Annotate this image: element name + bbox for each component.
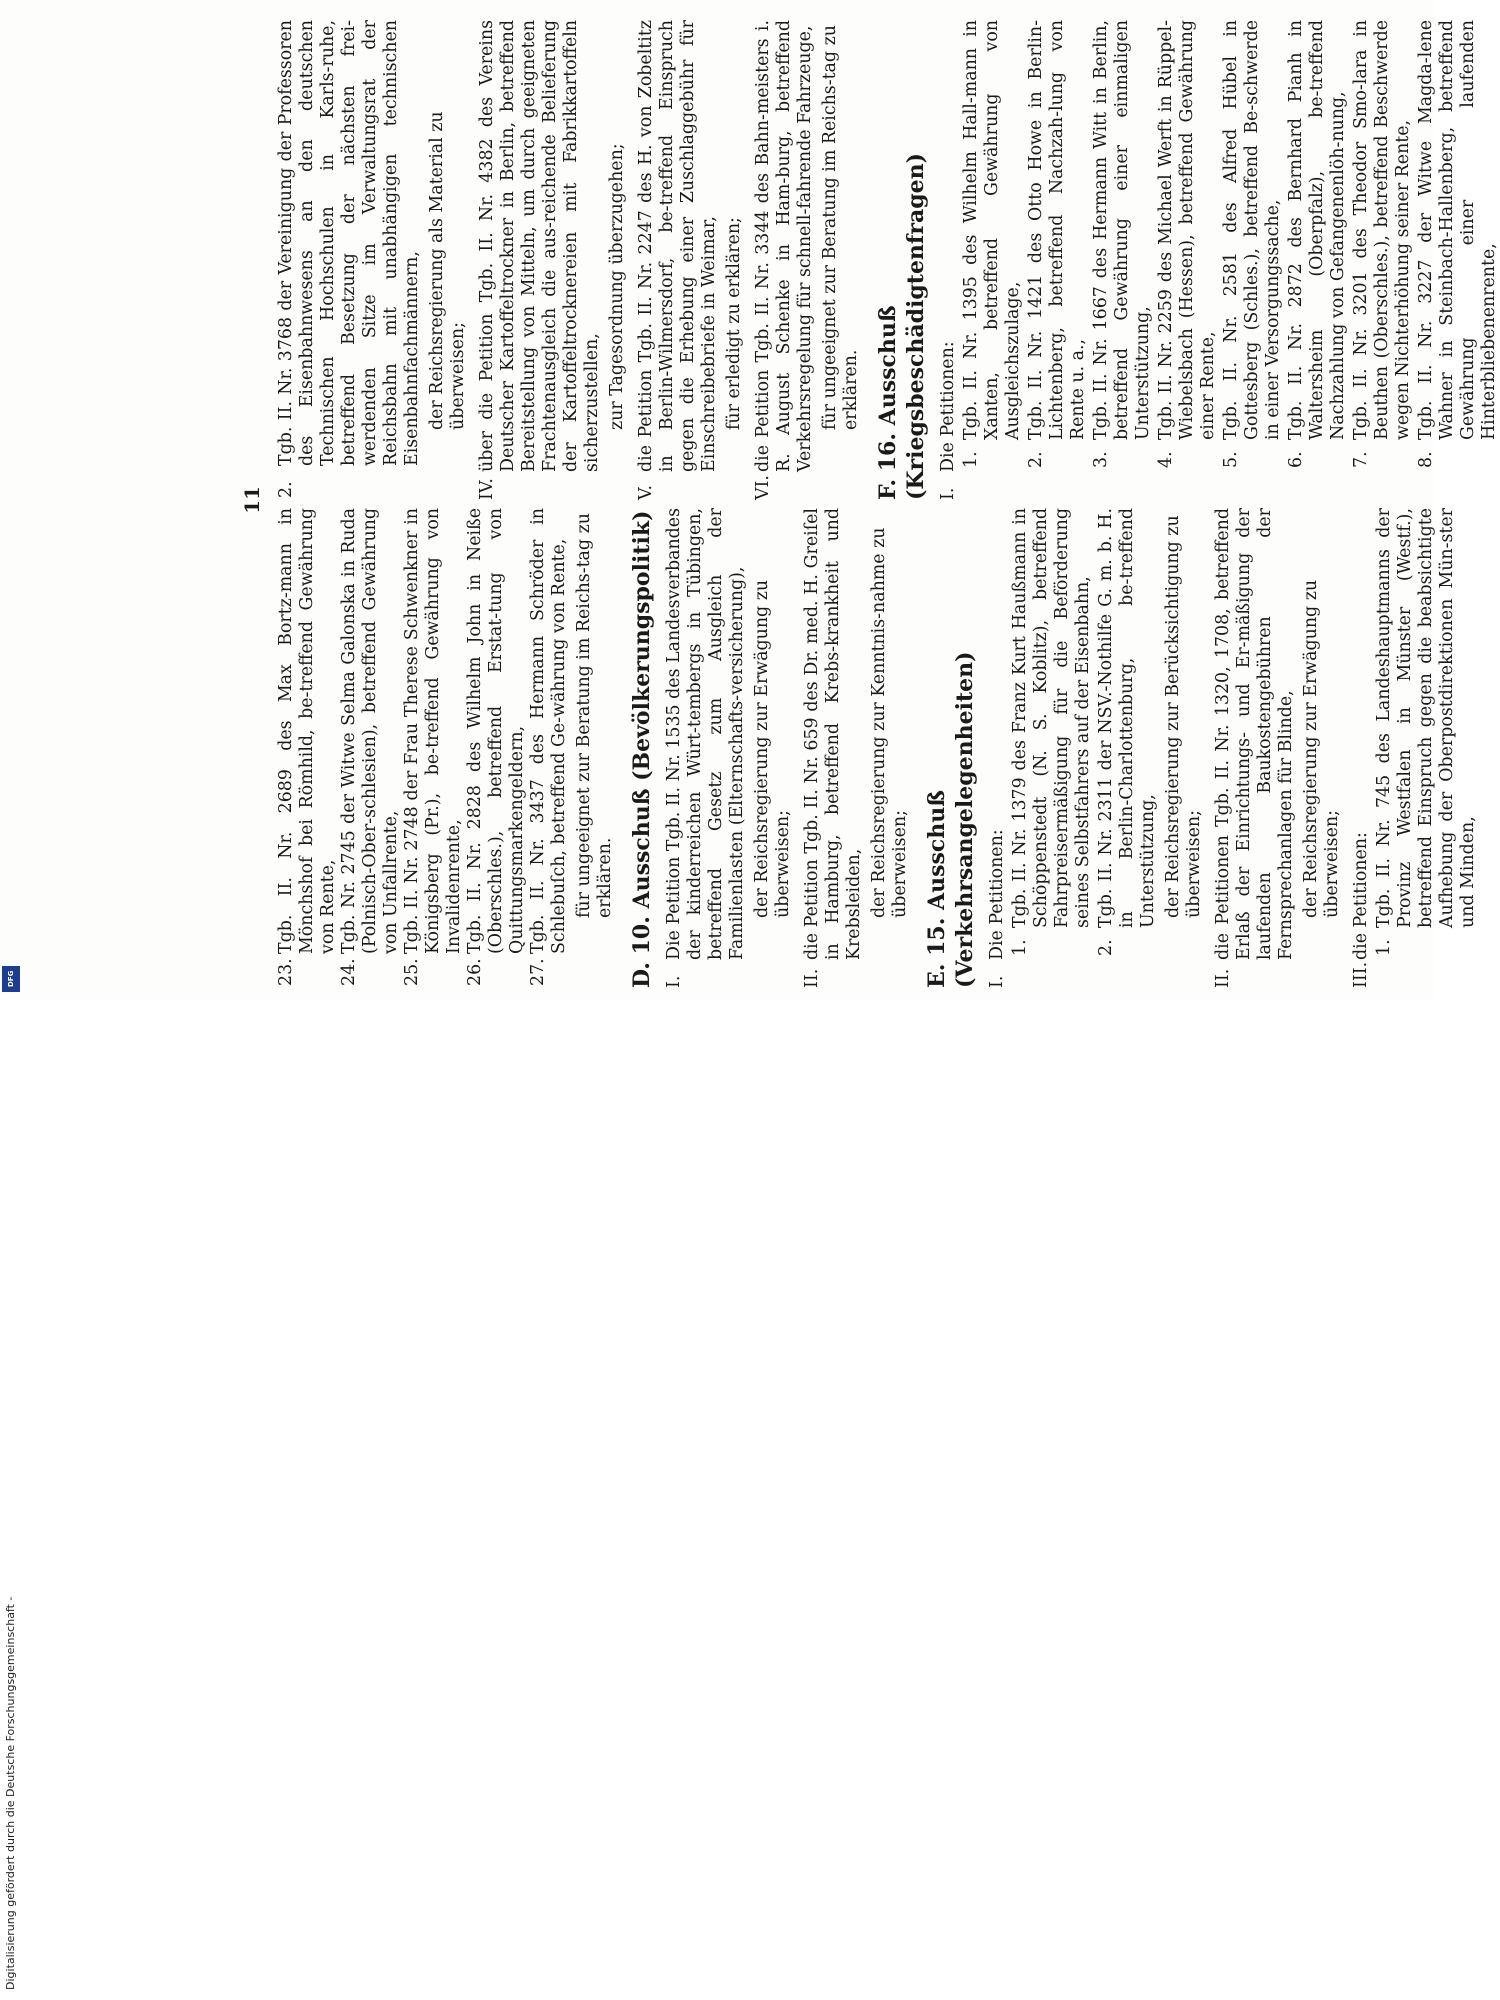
petition-item: I. Die Petition Tgb. II. Nr. 1535 des Landesverbandes der kinderreichen Würt-tembergs in Tübingen, betreffend Gesetz zum Ausgleich der Familienlasten (Elternschafts-versicherung),	[664, 508, 747, 988]
petition-item	[465, 508, 528, 988]
item-text: Tgb. II. Nr. 1395 des Wilhelm Hall-mann in Xanten, betreffend Gewährung von Ausgleichszulage,	[961, 20, 1023, 440]
petition-item	[528, 508, 570, 988]
item-text: Tgb. II. Nr. 3768 der Vereinigung der Professoren des Eisenbahnwesens an den deutschen Technischen Hochschulen in Karls-ruhe, betreffend Besetzung der nächsten frei-werdenden Sitze im Verwaltungsrat der Reichsbahn mit unabhängigen technischen Eisenbahnfachmännern,	[276, 20, 422, 466]
rotated-document-page	[240, 0, 1499, 1000]
petition-item: 2. Tgb. II. Nr. 2311 der NSV.-Nothilfe G. m. b. H. in Berlin-Charlottenburg, be-treffend Unterstützung,	[1096, 508, 1158, 956]
petition-item: V. die Petition Tgb. II. Nr. 2247 des H. von Zobeltitz in Berlin-Wilmersdorf, be-treffend Einspruch gegen die Erhebung einer Zuschlaggebühr für Einschreibebriefe in Weimar,	[636, 20, 719, 500]
petition-item	[1286, 20, 1349, 474]
item-text: Tgb. II. Nr. 1421 des Otto Howe in Berlin-Lichtenberg, betreffend Nachzah-lung von Rente u. a.,	[1026, 20, 1088, 440]
decision-text: der Reichsregierung zur Erwägung zu überweisen;	[752, 579, 793, 918]
decision-text: der Reichsregierung zur Erwägung zu überweisen;	[1301, 579, 1342, 918]
item-number: 2.	[1026, 451, 1046, 468]
item-text: Tgb. II. Nr. 3437 des Hermann Schröder in Schlebuſch, betreffend Ge-währung von Rente,	[528, 508, 569, 954]
petition-item	[1416, 20, 1500, 474]
petition-intro: III. die Petitionen:	[1351, 832, 1371, 988]
roman-numeral: VI.	[753, 475, 773, 500]
item-number: 24.	[339, 958, 359, 986]
item-number: 7.	[1351, 451, 1371, 468]
petition-item	[402, 508, 465, 988]
item-text: Tgb. II. Nr. 3201 des Theodor Smo-lara in Beuthen (Oberschles.), betreffend Beschwerde wegen Nichterhöhung seiner Rente,	[1351, 20, 1413, 440]
petition-item	[276, 20, 423, 500]
item-number: 4.	[1156, 451, 1176, 468]
page-number: 11	[240, 486, 264, 514]
petition-item: VI. die Petition Tgb. II. Nr. 3344 des Bahn-meisters i. R. August Schenke in Ham-burg, betreffend Verkehrsregelung für schnell-fahrende Fahrzeuge,	[753, 20, 815, 500]
roman-numeral: III.	[1351, 961, 1371, 988]
item-number: 3.	[1091, 451, 1111, 468]
petition-item	[1091, 20, 1154, 474]
petition-intro: I. Die Petitionen:	[938, 341, 958, 500]
petition-list-f16	[961, 20, 1500, 500]
petition-item: IV. über die Petition Tgb. II. Nr. 4382 des Vereins Deutscher Kartoffeltrockner in Berlin, betreffend Bereitstellung von Mitteln, um durch geeigneten Frachtenausgleich die aus-reichende Belieferung der Kartoffeltrocknereien mit Fabrikkartoffeln sicherzustellen,	[477, 20, 602, 500]
entry-list-top-left	[276, 508, 570, 988]
item-number: 27.	[528, 958, 548, 986]
item-text: Tgb. II. Nr. 2259 des Michael Werft in Rüppel-Wiebelsbach (Hessen), betreffend Gewährung einer Rente,	[1156, 20, 1218, 440]
decision-text: der Reichsregierung zur Berücksichtigung zu überweisen;	[1163, 515, 1204, 918]
petition-item	[1351, 20, 1414, 474]
item-text: Tgb. II. Nr. 2689 des Max Bortz-mann in Mönchshof bei Römhild, be-treffend Gewährung von Rente,	[276, 508, 338, 954]
item-number: 8.	[1416, 451, 1436, 468]
petition-intro: I. Die Petitionen:	[987, 829, 1007, 988]
item-number: 23.	[276, 958, 296, 986]
decision-text: der Reichsregierung zur Kenntnis-nahme zu überweisen;	[869, 527, 910, 918]
roman-numeral: I.	[664, 975, 684, 988]
item-number: 25.	[402, 958, 422, 986]
petition-item	[339, 508, 402, 988]
item-number: 6.	[1286, 451, 1306, 468]
petition-item	[1156, 20, 1219, 474]
decision-text: für erledigt zu erklären;	[724, 217, 744, 430]
item-text: Tgb. II. Nr. 2748 der Frau Therese Schwenkner in Königsberg (Pr.), be-treffend Gewährung von Invalidenrente,	[402, 508, 464, 954]
section-heading-d10: D. 10. Ausschuß (Bevölkerungspolitik)	[629, 510, 655, 988]
decision-text: der Reichsregierung als Material zu überweisen;	[427, 111, 468, 430]
item-text: Tgb. II. Nr. 3227 der Witwe Magda-lene Wahner in Steinbach-Hallenberg, betreffend Gewährung einer laufenden Hinterbliebenenrente,	[1416, 20, 1499, 440]
decision-text: für ungeeignet zur Beratung im Reichs-tag zu erklären.	[574, 513, 615, 918]
petition-item	[276, 508, 339, 988]
petition-item	[1221, 20, 1284, 474]
petition-item: II. die Petitionen Tgb. II. Nr. 1320, 1708, betreffend Erlaß der Einrichtungs- und Er-mäßigung der laufenden Baukostengebühren der Fernsprechanlagen für Blinde,	[1213, 508, 1296, 988]
petition-item	[1026, 20, 1089, 474]
roman-numeral: IV.	[477, 478, 497, 500]
dfg-credit-text: Digitalisierung gefördert durch die Deutsche Forschungsgemeinschaft -	[4, 1596, 17, 1990]
item-number: 1.	[961, 451, 981, 468]
item-text: Tgb. II. Nr. 1667 des Hermann Witt in Berlin, betreffend Gewährung einer einmaligen Unterstützung,	[1091, 20, 1153, 440]
section-heading-f16: F. 16. Ausschuß (Kriegsbeschädigtenfragen)	[875, 152, 929, 500]
item-text: Tgb. II. Nr. 2828 des Wilhelm John in Neiße (Oberschles.), betreffend Erstat-tung von Quittungsmarkengeldern,	[465, 508, 527, 954]
petition-item: 1. Tgb. II. Nr. 745 des Landeshauptmanns der Provinz Westfalen in Münster (Westf.), betreffend Einspruch gegen die beabsichtigte Aufhebung der Oberpostdirektionen Mün-ster und Minden,	[1374, 508, 1478, 956]
item-text: Tgb. II. Nr. 2872 des Bernhard Pianh in Waltersheim (Oberpfalz), be-treffend Nachzahlung von Gefangenenlöh-nung,	[1286, 20, 1348, 440]
entry-list-top-right	[276, 20, 423, 500]
petition-item: 1. Tgb. II. Nr. 1379 des Franz Kurt Haußmann in Schöppenstedt (N. S. Koblitz), betreffend Fahrpreisermäßigung für die Beförderung seines Selbstfahrers auf der Eisenbahn,	[1010, 508, 1093, 956]
item-text: Tgb. Nr. 2745 der Witwe Selma Galonska in Ruda (Polnisch-Ober-schlesien), betreffend Gewährung von Unfallrente,	[339, 508, 401, 954]
roman-numeral: II.	[1213, 968, 1233, 988]
roman-numeral: I.	[938, 487, 958, 500]
decision-text: für ungeeignet zur Beratung im Reichs-tag zu erklären.	[820, 25, 861, 430]
roman-numeral: II.	[802, 968, 822, 988]
petition-item: II. die Petition Tgb. II. Nr. 659 des Dr. med. H. Greiſel in Hamburg, betreffend Krebs-krankheit und Krebsleiden,	[802, 508, 864, 988]
footer-credit	[0, 1000, 24, 2000]
decision-text: zur Tagesordnung überzugehen;	[607, 143, 627, 430]
petition-item	[961, 20, 1024, 474]
right-column	[276, 20, 1499, 500]
item-number: 2.	[276, 481, 296, 498]
dfg-logo: DFG	[2, 966, 20, 992]
left-column	[276, 508, 1478, 988]
section-heading-e15: E. 15. Ausschuß (Verkehrsangelegenheiten)	[924, 651, 978, 988]
item-text: Tgb. II. Nr. 2581 des Alfred Hübel in Gottesberg (Schles.), betreffend Be-schwerde in einer Versorgungssache,	[1221, 20, 1283, 440]
item-number: 26.	[465, 958, 485, 986]
item-number: 5.	[1221, 451, 1241, 468]
roman-numeral: I.	[987, 975, 1007, 988]
roman-numeral: V.	[636, 484, 656, 500]
